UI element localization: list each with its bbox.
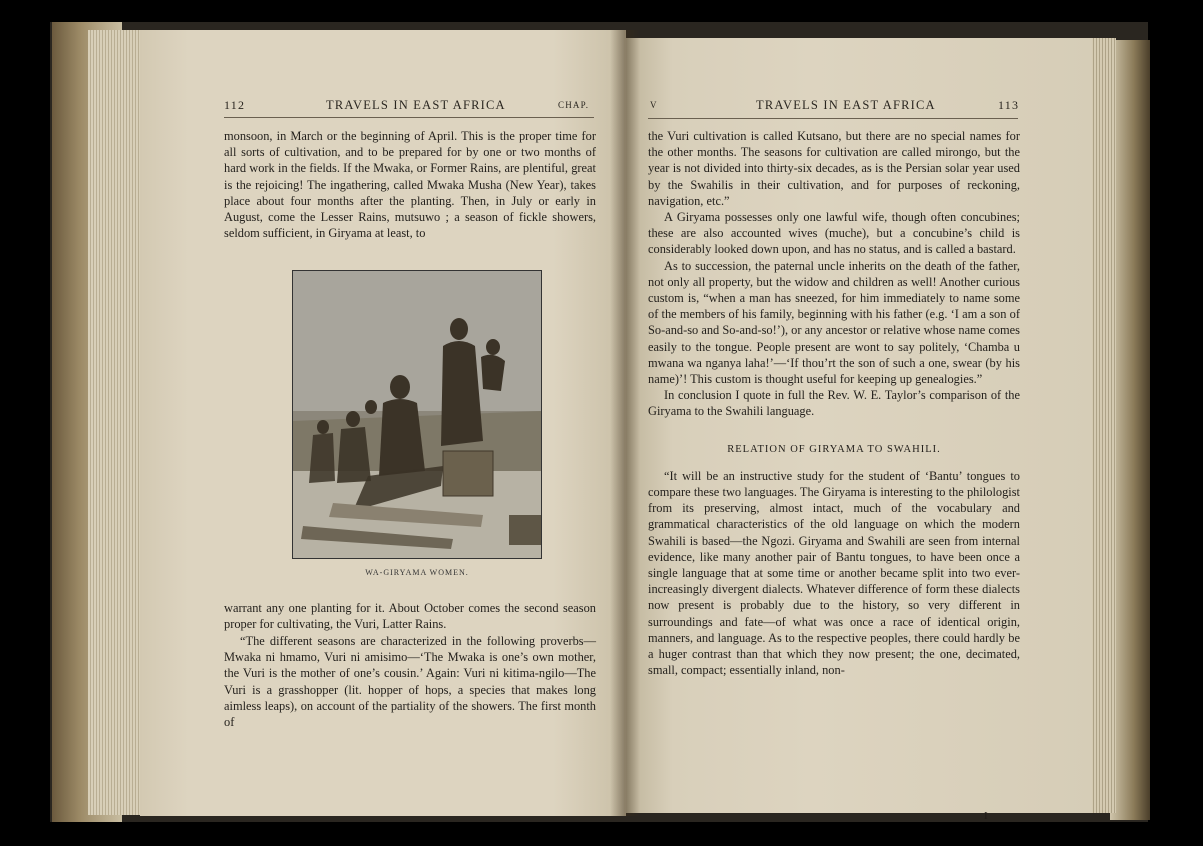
right-paragraph-5: “It will be an instructive study for the student of ‘Bantu’ tongues to compare these two languages. The Giryama is interesting to the philologist from its preserving, almost intact, much of the vocabulary and grammatical characteristics of the old language on which the modern Swahili is based—the Ngozi. Giryama and Swahili are seen from internal evidence, like many another pair of Bantu tongues, to have been once a single language that at some time or another became split into two ever-increasingly divergent dialects. Whatever difference of form these dialects now present is probably due to the history, so very different in surroundings and fate—of what was once a race of identical origin, manners, and language. As to the respective peoples, there could hardly be a huger contrast than that which they now present; the one, decimated, small, compact; essentially inland, non- — [648, 468, 1020, 678]
left-header-rule — [224, 117, 594, 118]
left-page-number: 112 — [224, 98, 246, 112]
signature-mark: I — [984, 810, 988, 822]
left-paragraph-3: “The different seasons are characterized in the following proverbs—Mwaka ni hmamo, Vuri ni amisimo—‘The Mwaka is one’s own mother, the Vuri is the mother of one’s cousin.’ Again: Vuri ni kitima-ngilo—The Vuri is a grasshopper (lit. hopper of hops, a species that makes long aimless leaps), on account of the partiality of the showers. The first month of — [224, 634, 596, 730]
right-header-rule — [648, 118, 1018, 119]
left-paragraph-2: warrant any one planting for it. About October comes the second season proper for cultivating, the Vuri, Latter Rains. — [224, 601, 596, 632]
right-running-head: TRAVELS IN EAST AFRICA — [756, 98, 936, 112]
wa-giryama-women-photo — [292, 270, 542, 559]
right-chapter-numeral: V — [650, 100, 658, 110]
right-paragraph-3: As to succession, the paternal uncle inherits on the death of the father, not only all property, but the widow and children as well! Another curious custom is, “when a man has sneezed, for him immediately to name some of the members of his family, beginning with his father (e.g. ‘I am a son of So-and-so and So-and-so!’), or any ancestor or relative whose name comes easily to the tongue. People present are wont to say politely, ‘Chamba u mwana wa nganya laha!’—‘If thou’rt the son of such a one, swear (by his name)’! This custom is thought useful for keeping up genealogies.” — [648, 258, 1020, 387]
right-paragraph-2: A Giryama possesses only one lawful wife, though often concubines; these are also accounted wives (muche), but a concubine’s child is considerably looked down upon, and has no status, and is called a bastard. — [648, 210, 1020, 257]
left-page — [140, 30, 626, 816]
section-title: RELATION OF GIRYAMA TO SWAHILI. — [727, 443, 941, 455]
book-gutter — [610, 30, 640, 816]
photo-illustration — [293, 271, 541, 558]
right-paragraph-4: In conclusion I quote in full the Rev. W. E. Taylor’s comparison of the Giryama to the Swahili language. — [648, 388, 1020, 419]
right-page — [626, 38, 1092, 822]
right-cover-edge — [1110, 40, 1150, 820]
right-paragraph-1: the Vuri cultivation is called Kutsano, but there are no special names for the other months. The seasons for cultivation are called mirongo, but the year is not divided into thirty-six decades, as is the Persian solar year used by the Swahilis in their cultivation, and for purposes of reckoning, navigation, etc.” — [648, 129, 1020, 208]
right-page-edges — [1088, 38, 1116, 813]
left-paragraph-1: monsoon, in March or the beginning of April. This is the proper time for all sorts of cultivation, and to be prepared for by one or two months of hard work in the fields. If the Mwaka, or Former Rains, are plentiful, great is the rejoicing! The ingathering, called Mwaka Musha (New Year), takes place about four months after the planting. Then, in July or early in August, come the Lesser Rains, mutsuwo ; a season of fickle showers, seldom sufficient, in Giryama at least, to — [224, 129, 596, 241]
right-page-number: 113 — [998, 98, 1020, 112]
photo-caption: WA-GIRYAMA WOMEN. — [365, 568, 469, 577]
right-body — [648, 128, 1020, 679]
left-running-head: TRAVELS IN EAST AFRICA — [326, 98, 506, 112]
left-page-edges — [88, 30, 148, 815]
left-chapter-mark: CHAP. — [558, 100, 590, 110]
